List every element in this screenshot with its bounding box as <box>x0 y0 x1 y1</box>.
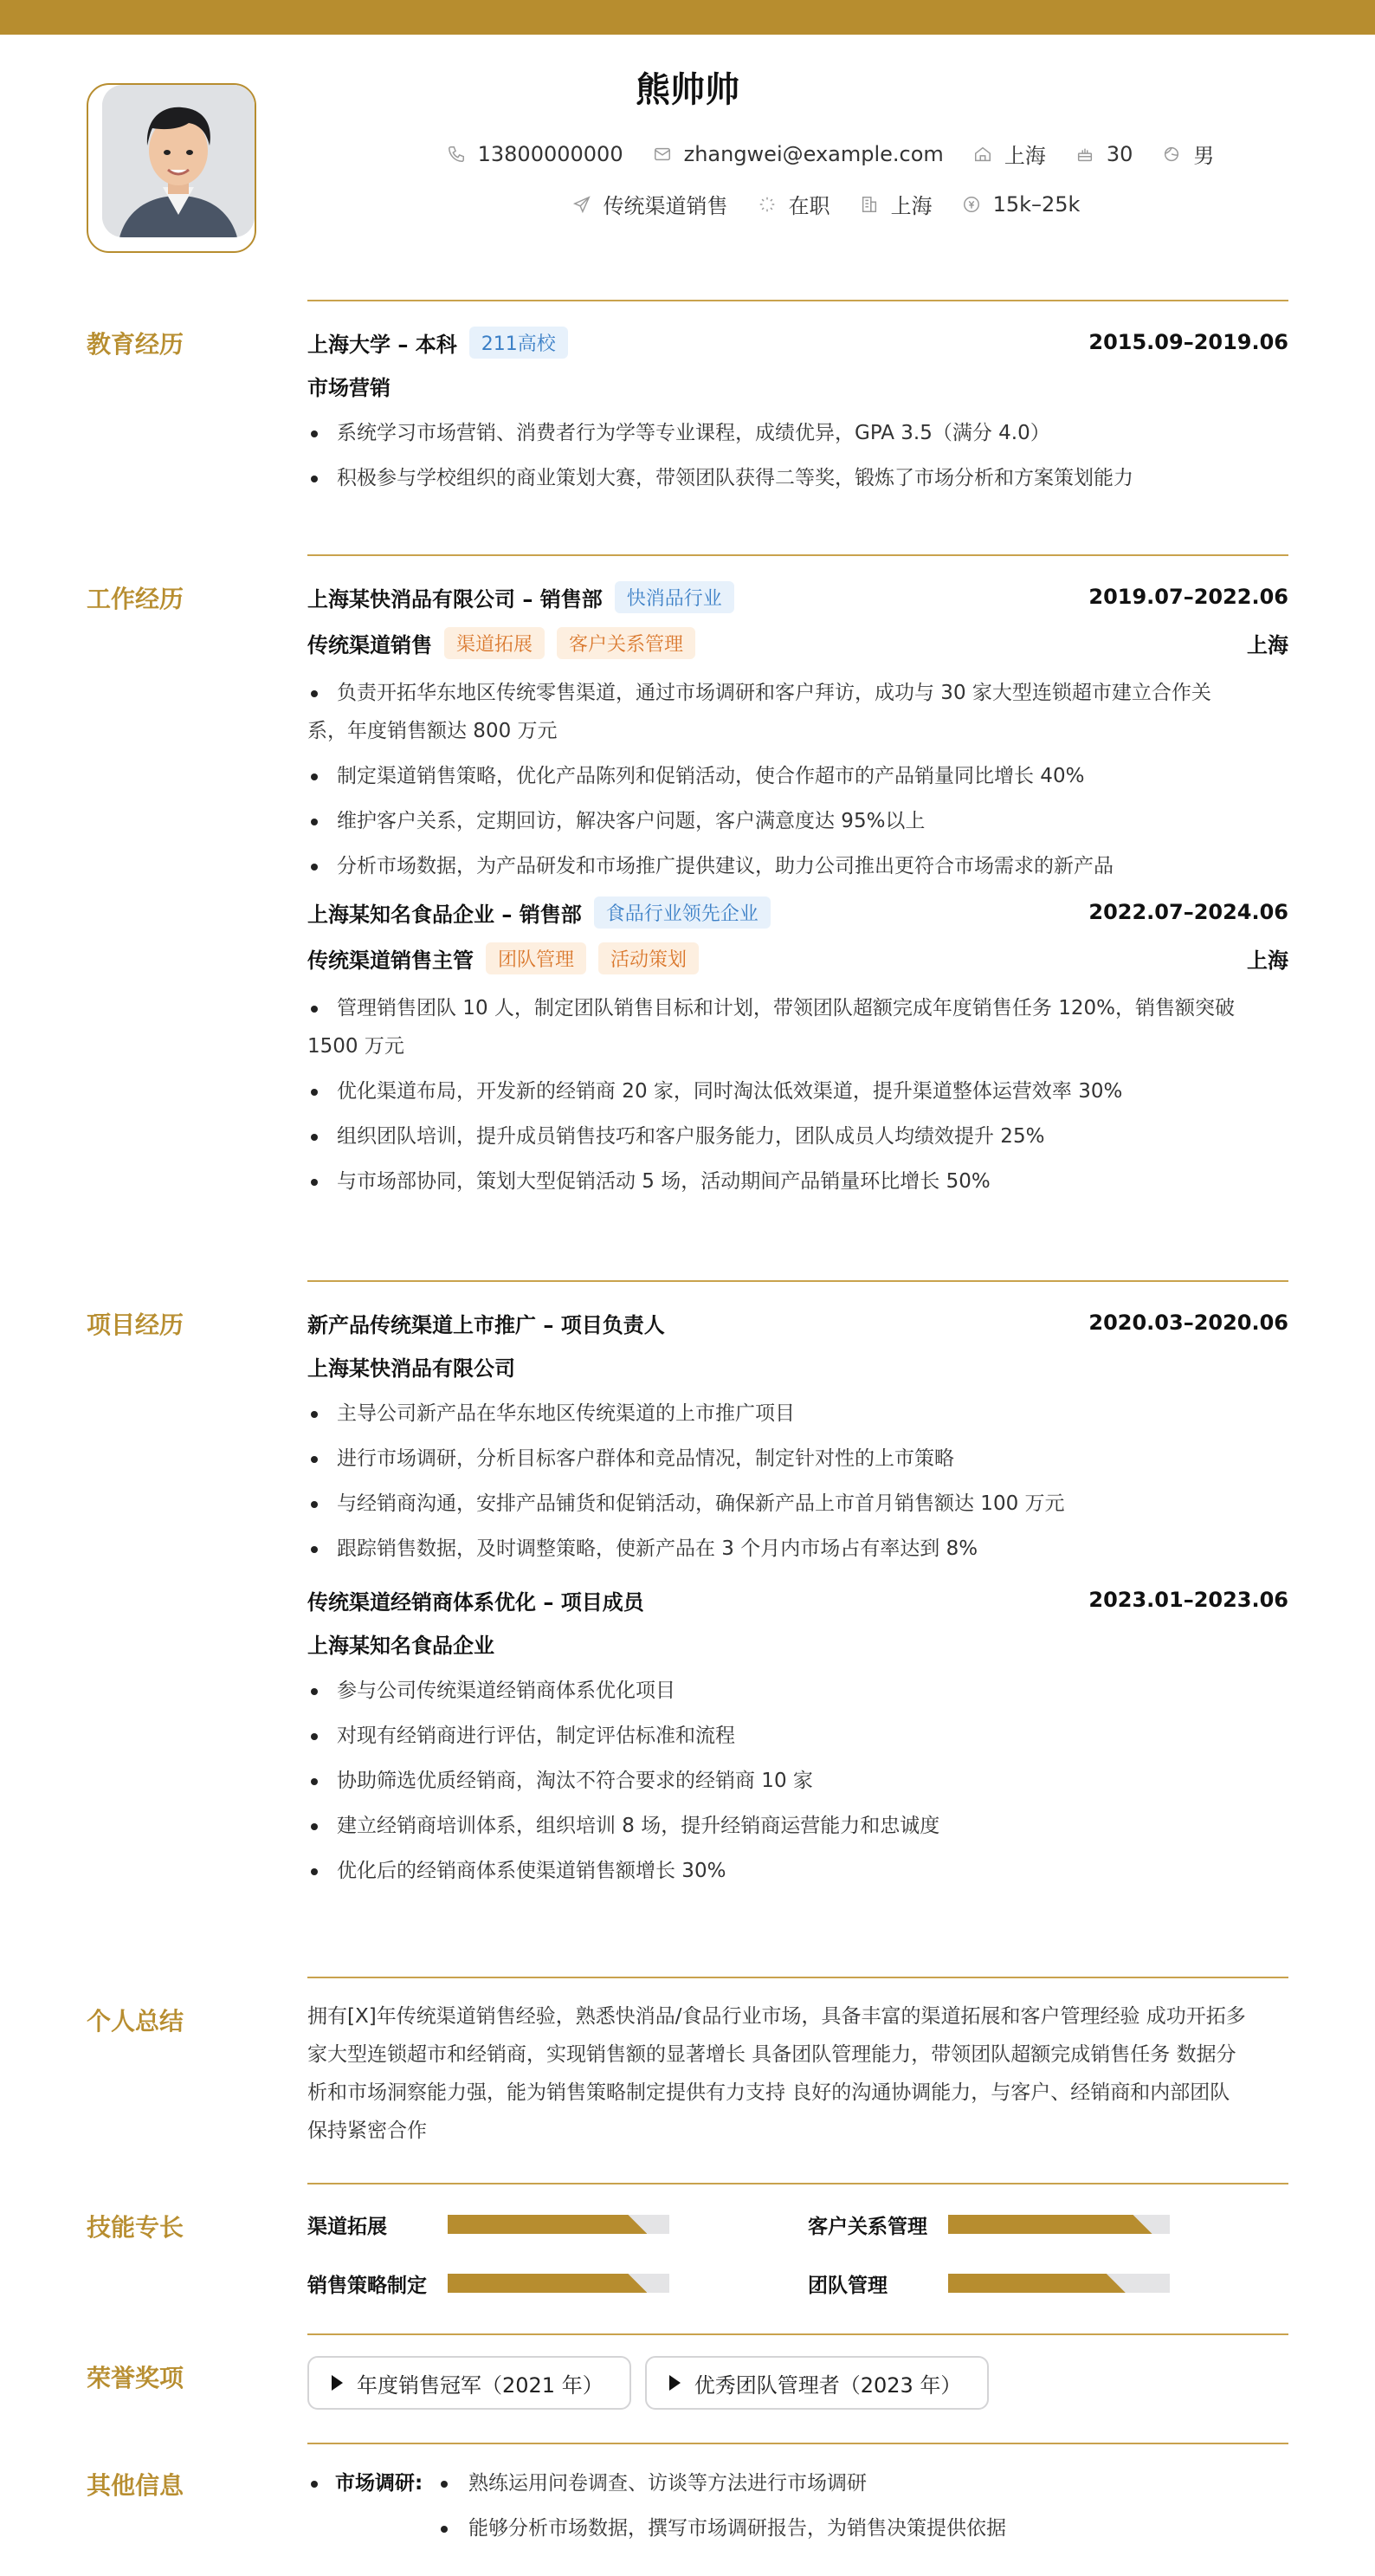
list-item-continuation: 系，年度销售额达 800 万元 <box>307 720 558 742</box>
age: 30 <box>1106 141 1133 166</box>
skill-bar <box>448 2215 669 2234</box>
project-header <box>307 1303 1288 1343</box>
list-item: 与市场部协同，策划大型促销活动 5 场，活动期间产品销量环比增长 50% <box>307 1162 1288 1201</box>
job-role-row <box>307 932 1288 984</box>
list-item: 与经销商沟通，安排产品铺货和促销活动，确保新产品上市首月销售额达 100 万元 <box>307 1485 1288 1523</box>
school-name: 上海大学 – 本科 <box>307 332 457 357</box>
work-city-info <box>860 189 933 219</box>
list-item: 参与公司传统渠道经销商体系优化项目 <box>307 1672 1288 1710</box>
skill-tag: 活动策划 <box>598 942 699 974</box>
top-accent-bar <box>0 0 1375 35</box>
candidate-name: 熊帅帅 <box>636 70 739 110</box>
bullet-dot <box>311 2481 318 2488</box>
section-title: 技能专长 <box>87 2213 184 2242</box>
job-header <box>307 577 1288 617</box>
list-item: 分析市场数据，为产品研发和市场推广提供建议，助力公司推出更符合市场需求的新产品 <box>307 847 1288 885</box>
job-role: 传统渠道销售主管 <box>307 948 474 973</box>
section-title: 工作经历 <box>87 585 184 613</box>
job-intent-row <box>0 189 1375 219</box>
skill-bar <box>948 2274 1170 2293</box>
expected-salary: 15k–25k <box>992 191 1081 217</box>
skill-name: 销售策略制定 <box>307 2274 427 2297</box>
industry-tag: 快消品行业 <box>615 581 734 613</box>
summary-line: 拥有[X]年传统渠道销售经验，熟悉快消品/食品行业市场，具备丰富的渠道拓展和客户管理经验 成功开拓多 <box>307 2005 1246 2028</box>
other-key: 市场调研: <box>335 2472 423 2495</box>
section-title: 个人总结 <box>87 2007 184 2036</box>
job-role: 传统渠道销售 <box>307 632 432 657</box>
skill-tag: 客户关系管理 <box>557 627 695 659</box>
job-location: 上海 <box>1247 948 1288 973</box>
section-title: 荣誉奖项 <box>87 2364 184 2392</box>
phone-number: 13800000000 <box>477 141 623 166</box>
phone-info <box>447 142 623 166</box>
company-name: 上海某知名食品企业 – 销售部 <box>307 902 582 927</box>
salary-info <box>962 192 1081 217</box>
list-item: 制定渠道销售策略，优化产品陈列和促销活动，使合作超市的产品销量同比增长 40% <box>307 757 1288 795</box>
list-item: 进行市场调研，分析目标客户群体和竞品情况，制定针对性的上市策略 <box>307 1440 1288 1478</box>
project-company: 上海某快消品有限公司 <box>307 1356 515 1381</box>
section-divider <box>307 2443 1288 2444</box>
gender: 男 <box>1193 144 1215 168</box>
email-address: zhangwei@example.com <box>683 141 944 166</box>
company-name: 上海某快消品有限公司 – 销售部 <box>307 586 603 612</box>
job-period: 2019.07–2022.06 <box>1088 585 1288 609</box>
skill-item <box>808 2205 1288 2243</box>
skill-tag: 渠道拓展 <box>444 627 545 659</box>
job-header <box>307 892 1288 932</box>
list-item: 建立经销商培训体系，组织培训 8 场，提升经销商运营能力和忠诚度 <box>307 1807 1288 1845</box>
skill-item <box>307 2205 808 2243</box>
award-card <box>307 2356 631 2410</box>
project-company: 上海某知名食品企业 <box>307 1633 494 1658</box>
status-info <box>758 189 830 219</box>
award-name: 优秀团队管理者（2023 年） <box>694 2372 962 2398</box>
education-period: 2015.09–2019.06 <box>1088 330 1288 354</box>
summary-line: 家大型连锁超市和经销商，实现销售额的显著增长 具备团队管理能力，带领团队超额完成销售任务 数据分 <box>307 2043 1236 2066</box>
job-period: 2022.07–2024.06 <box>1088 900 1288 924</box>
project-period: 2023.01–2023.06 <box>1088 1588 1288 1612</box>
gender-icon <box>1162 145 1181 164</box>
list-item: 系统学习市场营销、消费者行为学等专业课程，成绩优异，GPA 3.5（满分 4.0） <box>307 414 1288 452</box>
money-icon <box>962 195 981 214</box>
list-item: 协助筛选优质经销商，淘汰不符合要求的经销商 10 家 <box>307 1762 1288 1800</box>
list-item: 主导公司新产品在华东地区传统渠道的上市推广项目 <box>307 1395 1288 1433</box>
industry-tag: 食品行业领先企业 <box>594 896 771 929</box>
summary-line: 保持紧密合作 <box>307 2120 427 2142</box>
bullet-dot <box>441 2526 448 2533</box>
skill-item <box>307 2264 808 2302</box>
list-item: 积极参与学校组织的商业策划大赛，带领团队获得二等奖，锻炼了市场分析和方案策划能力 <box>307 459 1288 497</box>
list-item: 组织团队培训，提升成员销售技巧和客户服务能力，团队成员人均绩效提升 25% <box>307 1117 1288 1155</box>
skill-tag: 团队管理 <box>486 942 586 974</box>
skill-bar <box>948 2215 1170 2234</box>
phone-icon <box>447 145 466 164</box>
list-item: 对现有经销商进行评估，制定评估标准和流程 <box>307 1717 1288 1755</box>
desired-position: 传统渠道销售 <box>603 194 728 218</box>
skill-bar-fill <box>948 2215 1152 2234</box>
section-divider <box>307 300 1288 301</box>
mail-icon <box>653 145 672 164</box>
section-divider <box>307 554 1288 556</box>
awards-list <box>307 2356 1288 2410</box>
section-divider <box>307 2333 1288 2335</box>
list-item: 熟练运用问卷调查、访谈等方法进行市场调研 <box>468 2472 867 2495</box>
employment-status: 在职 <box>788 194 830 218</box>
summary-line: 析和市场洞察能力强，能为销售策略制定提供有力支持 良好的沟通协调能力，与客户、经销商和内部团队 <box>307 2081 1230 2104</box>
list-item: 能够分析市场数据，撰写市场调研报告，为销售决策提供依据 <box>468 2517 1006 2540</box>
project-period: 2020.03–2020.06 <box>1088 1311 1288 1335</box>
skill-name: 客户关系管理 <box>808 2215 927 2238</box>
section-title: 其他信息 <box>87 2471 184 2500</box>
bullet-dot <box>441 2481 448 2488</box>
section-title: 项目经历 <box>87 1311 184 1339</box>
job-location: 上海 <box>1247 632 1288 657</box>
cake-icon <box>1075 145 1094 164</box>
send-icon <box>572 195 591 214</box>
home-icon <box>973 145 992 164</box>
work-city: 上海 <box>890 194 933 218</box>
list-item: 维护客户关系，定期回访，解决客户问题，客户满意度达 95%以上 <box>307 802 1288 840</box>
skill-name: 团队管理 <box>808 2274 888 2297</box>
education-header <box>307 322 1288 362</box>
skill-bar-fill <box>948 2274 1126 2293</box>
list-item: 优化后的经销商体系使渠道销售额增长 30% <box>307 1852 1288 1890</box>
school-tag: 211高校 <box>469 327 568 359</box>
age-info <box>1075 142 1133 166</box>
major: 市场营销 <box>307 375 391 400</box>
list-item: 跟踪销售数据，及时调整策略，使新产品在 3 个月内市场占有率达到 8% <box>307 1530 1288 1568</box>
list-item-continuation: 1500 万元 <box>307 1035 404 1058</box>
play-icon <box>669 2375 681 2391</box>
loading-icon <box>758 195 777 214</box>
skill-bar-fill <box>448 2274 647 2293</box>
skill-item <box>808 2264 1288 2302</box>
city: 上海 <box>1004 144 1046 168</box>
skill-bar <box>448 2274 669 2293</box>
play-icon <box>332 2375 343 2391</box>
contact-info-row <box>0 139 1375 169</box>
list-item: 优化渠道布局，开发新的经销商 20 家，同时淘汰低效渠道，提升渠道整体运营效率 30% <box>307 1072 1288 1110</box>
email-info <box>653 142 944 166</box>
city-info <box>973 139 1046 169</box>
award-card <box>645 2356 990 2410</box>
project-name: 传统渠道经销商体系优化 – 项目成员 <box>307 1589 644 1615</box>
section-title: 教育经历 <box>87 330 184 359</box>
award-name: 年度销售冠军（2021 年） <box>357 2372 604 2398</box>
section-divider <box>307 2183 1288 2184</box>
skill-bar-fill <box>448 2215 647 2234</box>
other-section <box>0 2443 1375 2547</box>
position-info <box>572 189 728 219</box>
section-divider <box>307 1977 1288 1978</box>
job-role-row <box>307 617 1288 669</box>
section-divider <box>307 1280 1288 1282</box>
list-item: 管理销售团队 10 人，制定团队销售目标和计划，带领团队超额完成年度销售任务 120%，销售额突破 <box>307 989 1288 1027</box>
project-name: 新产品传统渠道上市推广 – 项目负责人 <box>307 1312 665 1337</box>
summary-text <box>307 1997 1288 2150</box>
project-header <box>307 1580 1288 1620</box>
skill-name: 渠道拓展 <box>307 2215 387 2238</box>
other-info <box>307 2465 1288 2569</box>
skills-grid <box>307 2205 1288 2302</box>
building-icon <box>860 195 879 214</box>
gender-info <box>1162 139 1214 169</box>
list-item: 负责开拓华东地区传统零售渠道，通过市场调研和客户拜访，成功与 30 家大型连锁超市建立合作关 <box>307 674 1288 712</box>
